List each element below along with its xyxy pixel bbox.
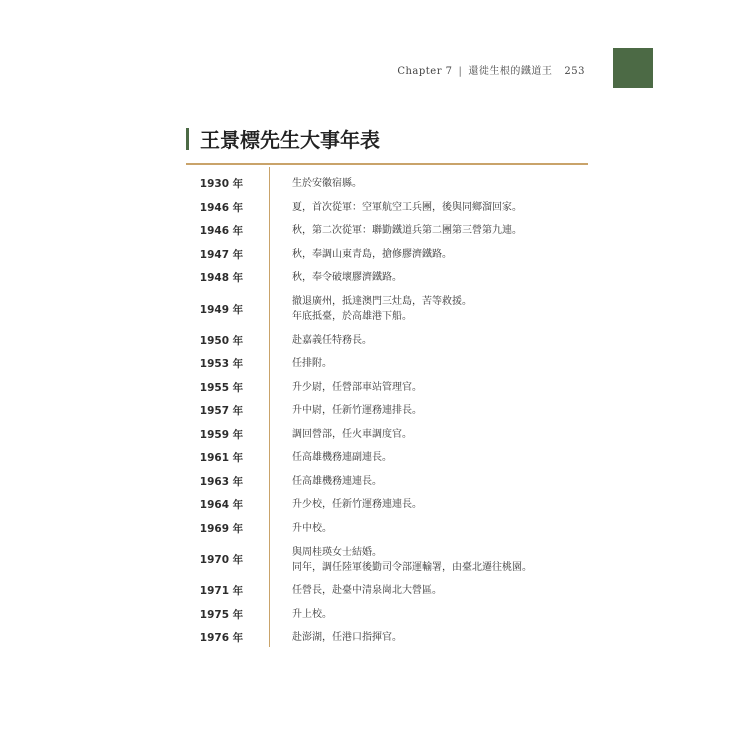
page-title: 王景標先生大事年表 <box>200 128 380 152</box>
timeline-event-line: 任高雄機務連連長。 <box>292 475 382 487</box>
timeline-event-line: 任排附。 <box>292 358 332 370</box>
timeline-year: 1961 年 <box>199 452 244 465</box>
timeline-row <box>186 196 588 220</box>
title-rule <box>186 163 588 165</box>
timeline-year: 1955 年 <box>199 381 244 394</box>
timeline-year: 1957 年 <box>199 405 244 418</box>
timeline-event-line: 與周桂瑛女士結婚。 <box>292 546 382 558</box>
timeline-year: 1970 年 <box>199 554 244 566</box>
chapter-title: 還徙生根的鐵道王 <box>468 66 553 77</box>
timeline-row <box>186 540 588 579</box>
timeline-event-line: 升中校。 <box>292 522 332 534</box>
timeline-row <box>186 376 588 400</box>
timeline-year: 1949 年 <box>199 303 244 316</box>
timeline-row <box>186 603 588 627</box>
timeline-event-line: 升中尉，任新竹運務連排長。 <box>292 405 422 417</box>
timeline-row <box>186 266 588 290</box>
timeline-event-line: 升上校。 <box>292 608 332 620</box>
timeline-row <box>186 352 588 376</box>
timeline-event <box>269 545 532 575</box>
timeline-event-line: 秋，第二次從軍：聯勤鐵道兵第二團第三營第九連。 <box>292 225 522 237</box>
timeline-row <box>186 243 588 267</box>
timeline-row <box>186 446 588 470</box>
timeline-event <box>269 356 332 371</box>
timeline-row <box>186 290 588 329</box>
timeline-event <box>269 427 412 442</box>
timeline-event <box>269 630 402 645</box>
timeline-year: 1946 年 <box>199 201 244 214</box>
timeline-year: 1959 年 <box>199 428 244 441</box>
timeline-event-line: 夏，首次從軍：空軍航空工兵團，後與同鄉溜回家。 <box>292 201 522 213</box>
title-accent-bar <box>186 128 189 150</box>
timeline-event <box>269 380 422 395</box>
timeline-event <box>269 200 522 215</box>
timeline-year: 1969 年 <box>199 522 244 535</box>
timeline-row <box>186 517 588 541</box>
timeline-row <box>186 423 588 447</box>
timeline-event <box>269 333 372 348</box>
timeline-event <box>269 521 332 536</box>
timeline-year: 1953 年 <box>199 358 244 371</box>
timeline-event <box>269 176 362 191</box>
timeline-event-line: 升少校，任新竹運務連連長。 <box>292 499 422 511</box>
timeline-table <box>186 172 588 650</box>
timeline-event-line: 升少尉，任營部車站管理官。 <box>292 381 422 393</box>
timeline-year: 1963 年 <box>199 475 244 488</box>
timeline-year: 1946 年 <box>199 225 244 238</box>
timeline-row <box>186 172 588 196</box>
timeline-event-line: 赴澎湖，任港口指揮官。 <box>292 632 402 644</box>
timeline-year: 1948 年 <box>199 272 244 285</box>
timeline-event <box>269 607 332 622</box>
timeline-year: 1971 年 <box>199 585 244 598</box>
timeline-event-line: 撤退廣州，抵達澳門三灶島，苦等救援。 <box>292 296 472 307</box>
title-block <box>186 124 380 153</box>
timeline-event <box>269 294 472 324</box>
timeline-year: 1964 年 <box>199 499 244 512</box>
header-separator: | <box>458 66 463 77</box>
timeline-event <box>269 403 422 418</box>
chapter-label: Chapter 7 <box>397 66 453 77</box>
timeline-row <box>186 579 588 603</box>
timeline-event-line: 年底抵臺，於高雄港下船。 <box>292 311 412 322</box>
timeline-event <box>269 474 382 489</box>
timeline-event <box>269 497 422 512</box>
timeline-year: 1930 年 <box>199 178 244 191</box>
timeline-row <box>186 219 588 243</box>
timeline-row <box>186 399 588 423</box>
timeline-year: 1947 年 <box>199 248 244 261</box>
chapter-tab <box>613 48 653 88</box>
timeline-event-line: 任高雄機務連副連長。 <box>292 452 392 464</box>
timeline-event <box>269 223 522 238</box>
timeline-event <box>269 583 442 598</box>
timeline-year: 1950 年 <box>199 334 244 347</box>
timeline-event-line: 生於安徽宿縣。 <box>292 178 362 190</box>
timeline-event <box>269 247 452 262</box>
timeline-row <box>186 329 588 353</box>
timeline-event-line: 赴嘉義任特務長。 <box>292 334 372 346</box>
timeline-event-line: 任營長，赴臺中清泉崗北大營區。 <box>292 585 442 597</box>
timeline-event-line: 同年，調任陸軍後勤司令部運輸署，由臺北遷往桃園。 <box>292 561 532 573</box>
timeline-event-line: 秋，奉令破壞膠濟鐵路。 <box>292 272 402 284</box>
timeline-event-line: 調回營部，任火車調度官。 <box>292 428 412 440</box>
timeline-year: 1976 年 <box>199 632 244 645</box>
timeline-event <box>269 270 402 285</box>
timeline-row <box>186 626 588 650</box>
timeline-event <box>269 450 392 465</box>
timeline-event-line: 秋，奉調山東青島，搶修膠濟鐵路。 <box>292 248 452 260</box>
running-header <box>397 62 585 77</box>
timeline-row <box>186 493 588 517</box>
page-number: 253 <box>564 66 585 77</box>
timeline-year: 1975 年 <box>199 608 244 621</box>
timeline-row <box>186 470 588 494</box>
